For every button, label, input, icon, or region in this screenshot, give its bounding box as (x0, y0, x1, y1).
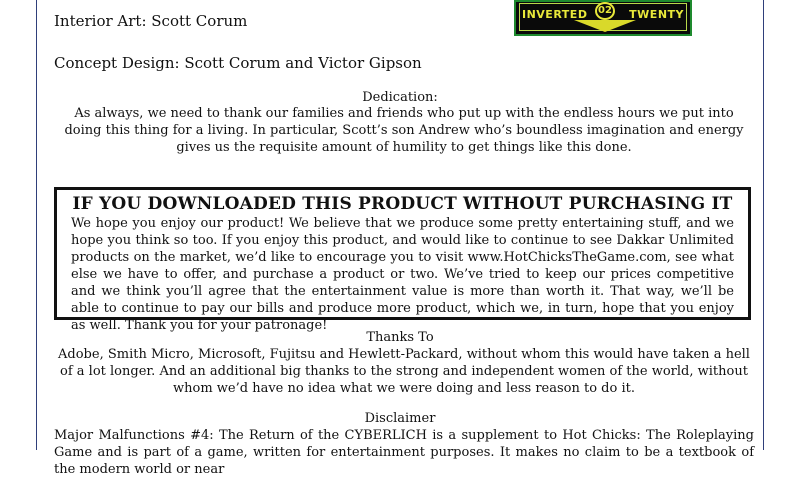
disclaimer-text: Major Malfunctions #4: The Return of the CYBERLICH is a supplement to Hot Chicks: The Roleplaying Game and is part of a game, written for entertainment purposes. It makes no claim to be a textbook of the modern world or near (54, 428, 754, 477)
inverted-twenty-logo (514, 0, 692, 36)
concept-design-credit: Concept Design: Scott Corum and Victor Gipson (54, 54, 422, 72)
disclaimer-title: Disclaimer (364, 411, 436, 426)
thanks-text: Adobe, Smith Micro, Microsoft, Fujitsu and Hewlett-Packard, without whom this would have taken a hell of a lot longer. And an additional big thanks to the strong and independent women of the world, without whom we’d have no idea what we were doing and less reason to do it. (58, 347, 750, 396)
purchase-notice-box (54, 187, 751, 333)
logo-right-text: TWENTY (629, 8, 684, 21)
thanks-title: Thanks To (366, 330, 434, 345)
dedication-title: Dedication: (362, 90, 438, 105)
dedication-text: As always, we need to thank our families and friends who put up with the endless hours we put into doing this thing for a living. In particular, Scott’s son Andrew who’s boundless imagination and energy gives us the requisite amount of humility to get things like this done. (64, 106, 744, 155)
notice-heading: IF YOU DOWNLOADED THIS PRODUCT WITHOUT PURCHASING IT (72, 194, 733, 214)
logo-number: 02 (595, 2, 615, 20)
notice-text: We hope you enjoy our product! We believe that we produce some pretty entertaining stuff, and we hope you think so too. If you enjoy this product, and would like to continue to see Dakkar Unlimited products on the market, we’d like to encourage you to visit www.HotChicksTheGame.com, see what else we have to offer, and purchase a product or two. We’ve tried to keep our prices competitive and we think you’ll agree that the entertainment value is more than worth it. That way, we’ll be able to continue to pay our bills and produce more product, which we, in turn, hope that you enjoy as well. Thank you for your patronage! (71, 216, 734, 333)
logo-v-shape (574, 20, 636, 32)
interior-art-credit: Interior Art: Scott Corum (54, 12, 248, 30)
logo-left-text: INVERTED (522, 8, 588, 21)
